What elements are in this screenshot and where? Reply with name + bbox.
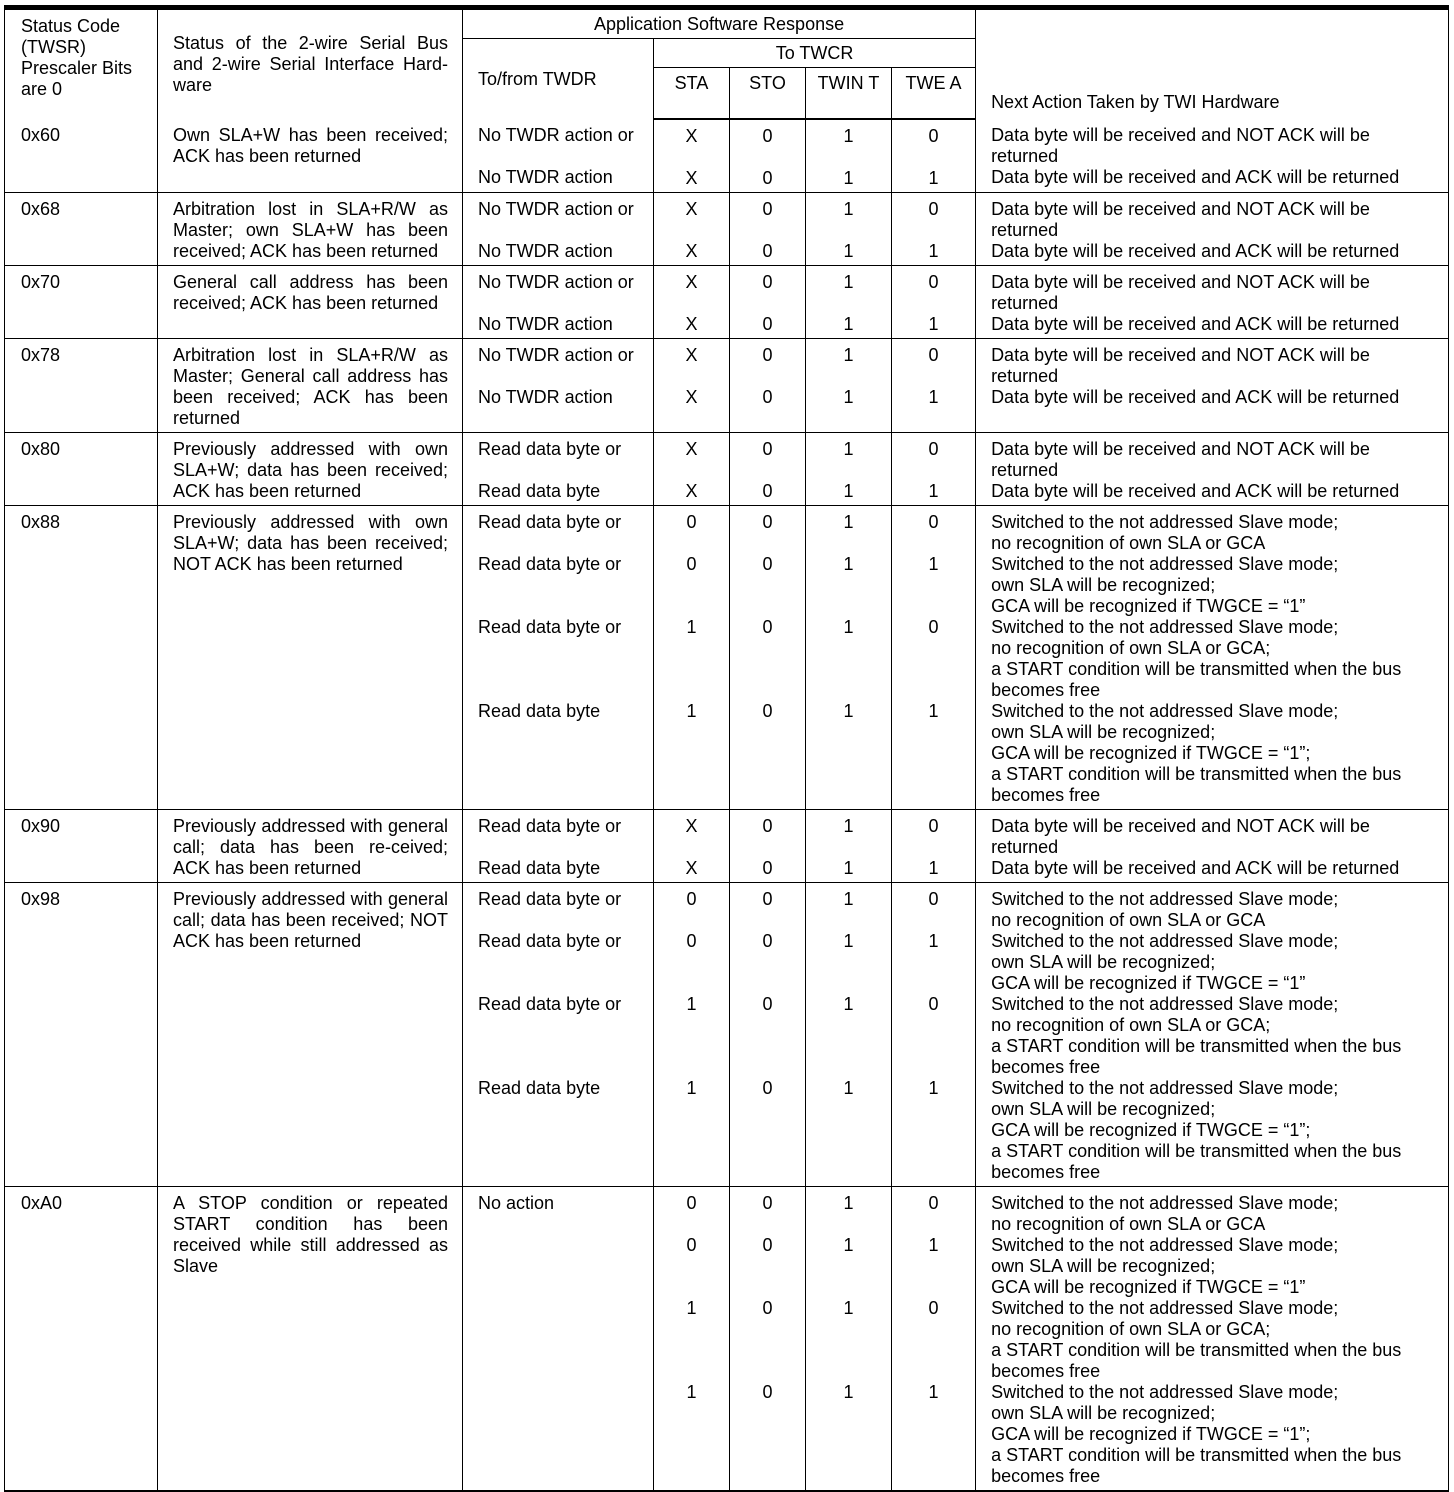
next-action-line: Switched to the not addressed Slave mode; xyxy=(991,1193,1339,1213)
next-action-line: own SLA will be recognized; xyxy=(991,1403,1216,1423)
table-row xyxy=(5,193,1449,266)
twint-value: 1 xyxy=(843,439,854,459)
next-action-line: own SLA will be recognized; xyxy=(991,722,1216,742)
next-action-line: Data byte will be received and NOT ACK will be xyxy=(991,125,1370,145)
next-action-line: GCA will be recognized if TWGCE = “1” xyxy=(991,973,1306,993)
status-description-cell: Previously addressed with general call; data has been re-ceived; ACK has been returned xyxy=(158,810,463,883)
twint-value: 1 xyxy=(843,512,854,532)
table-row xyxy=(5,119,1449,193)
sto-value: 0 xyxy=(762,241,773,261)
table-row xyxy=(5,506,1449,810)
sta-cell xyxy=(654,119,730,193)
sto-value: 0 xyxy=(762,858,773,878)
twea-value: 1 xyxy=(928,931,939,951)
twea-value: 1 xyxy=(928,554,939,574)
twint-value: 1 xyxy=(843,241,854,261)
twea-value: 0 xyxy=(928,889,939,909)
sto-value: 0 xyxy=(762,199,773,219)
table-row xyxy=(5,266,1449,339)
next-action-line: returned xyxy=(991,366,1059,386)
sto-value: 0 xyxy=(762,701,773,721)
next-action-line: no recognition of own SLA or GCA xyxy=(991,533,1266,553)
sta-value: X xyxy=(685,387,698,407)
next-action-line: returned xyxy=(991,460,1059,480)
next-action-line: own SLA will be recognized; xyxy=(991,1099,1216,1119)
table-header xyxy=(5,8,1449,120)
next-action-line: Data byte will be received and ACK will be returned xyxy=(991,858,1400,878)
twint-value: 1 xyxy=(843,617,854,637)
twint-value: 1 xyxy=(843,272,854,292)
table-row xyxy=(5,1187,1449,1492)
next-action-line: Data byte will be received and NOT ACK will be xyxy=(991,272,1370,292)
twdr-action-cell xyxy=(463,119,654,193)
twdr-action: Read data byte or xyxy=(478,512,622,532)
sta-value: X xyxy=(685,816,698,836)
status-description-cell: Arbitration lost in SLA+R/W as Master; own SLA+W has been received; ACK has been returned xyxy=(158,193,463,266)
next-action-cell xyxy=(976,433,1449,506)
status-code-cell: 0x60 xyxy=(5,119,158,193)
twdr-action xyxy=(478,1235,653,1298)
twea-value: 0 xyxy=(928,1298,939,1318)
next-action-line: Switched to the not addressed Slave mode; xyxy=(991,701,1339,721)
next-action-line: becomes free xyxy=(991,1162,1101,1182)
twdr-action: Read data byte xyxy=(478,1078,601,1098)
status-code-cell: 0xA0 xyxy=(5,1187,158,1492)
table-row xyxy=(5,810,1449,883)
sta-value: X xyxy=(685,439,698,459)
next-action-line: a START condition will be transmitted when the bus xyxy=(991,1340,1402,1360)
status-description-cell: Previously addressed with own SLA+W; data has been received; NOT ACK has been returned xyxy=(158,506,463,810)
sto-value: 0 xyxy=(762,931,773,951)
twea-value: 1 xyxy=(928,1078,939,1098)
twea-value: 1 xyxy=(928,1235,939,1255)
next-action-line: Switched to the not addressed Slave mode; xyxy=(991,617,1339,637)
status-code-cell: 0x80 xyxy=(5,433,158,506)
twea-value: 0 xyxy=(928,345,939,365)
twdr-action: Read data byte or xyxy=(478,554,622,574)
twint-value: 1 xyxy=(843,701,854,721)
twdr-action: Read data byte or xyxy=(478,931,622,951)
twdr-action: No TWDR action xyxy=(478,241,613,261)
sta-cell xyxy=(654,266,730,339)
twea-cell xyxy=(892,119,976,193)
header-twea: TWE A xyxy=(892,68,976,120)
sto-value: 0 xyxy=(762,345,773,365)
twdr-action: Read data byte or xyxy=(478,889,622,909)
next-action-line: becomes free xyxy=(991,1466,1101,1486)
next-action-line: no recognition of own SLA or GCA; xyxy=(991,638,1271,658)
twea-value: 0 xyxy=(928,816,939,836)
sta-value: 0 xyxy=(686,1235,697,1255)
status-description-cell: Own SLA+W has been received; ACK has been returned xyxy=(158,119,463,193)
status-code-cell: 0x78 xyxy=(5,339,158,433)
next-action-line: Switched to the not addressed Slave mode; xyxy=(991,1298,1339,1318)
table-row xyxy=(5,339,1449,433)
sta-value: 0 xyxy=(686,1193,697,1213)
sto-cell xyxy=(730,433,806,506)
sta-value: 0 xyxy=(686,512,697,532)
sta-cell xyxy=(654,810,730,883)
sto-cell xyxy=(730,506,806,810)
next-action-line: GCA will be recognized if TWGCE = “1”; xyxy=(991,743,1311,763)
next-action-line: GCA will be recognized if TWGCE = “1” xyxy=(991,1277,1306,1297)
next-action-line: returned xyxy=(991,293,1059,313)
next-action-line: Data byte will be received and NOT ACK will be xyxy=(991,439,1370,459)
sto-value: 0 xyxy=(762,1193,773,1213)
next-action-cell xyxy=(976,1187,1449,1492)
sta-value: X xyxy=(685,168,698,188)
next-action-line: Data byte will be received and ACK will be returned xyxy=(991,167,1400,187)
twint-value: 1 xyxy=(843,1298,854,1318)
next-action-line: Switched to the not addressed Slave mode; xyxy=(991,1235,1339,1255)
next-action-cell xyxy=(976,506,1449,810)
next-action-line: a START condition will be transmitted when the bus xyxy=(991,764,1402,784)
status-description-cell: General call address has been received; ACK has been returned xyxy=(158,266,463,339)
twdr-action: Read data byte xyxy=(478,858,601,878)
next-action-line: returned xyxy=(991,146,1059,166)
next-action-line: Data byte will be received and ACK will be returned xyxy=(991,241,1400,261)
next-action-cell xyxy=(976,193,1449,266)
header-to-twcr: To TWCR xyxy=(654,39,976,68)
next-action-line: Data byte will be received and ACK will be returned xyxy=(991,481,1400,501)
twea-cell xyxy=(892,1187,976,1492)
sta-cell xyxy=(654,193,730,266)
twint-value: 1 xyxy=(843,168,854,188)
next-action-line: Switched to the not addressed Slave mode; xyxy=(991,1078,1339,1098)
sta-value: X xyxy=(685,345,698,365)
header-sto: STO xyxy=(730,68,806,120)
twea-value: 0 xyxy=(928,439,939,459)
twint-cell xyxy=(806,339,892,433)
twea-cell xyxy=(892,506,976,810)
twdr-action: Read data byte or xyxy=(478,994,622,1014)
sto-value: 0 xyxy=(762,481,773,501)
next-action-line: a START condition will be transmitted when the bus xyxy=(991,1141,1402,1161)
sta-value: 0 xyxy=(686,889,697,909)
sto-value: 0 xyxy=(762,314,773,334)
next-action-line: Switched to the not addressed Slave mode; xyxy=(991,1382,1339,1402)
twdr-action: Read data byte or xyxy=(478,816,622,836)
next-action-line: GCA will be recognized if TWGCE = “1”; xyxy=(991,1424,1311,1444)
twdr-action: Read data byte xyxy=(478,701,601,721)
twdr-action-cell xyxy=(463,193,654,266)
twint-value: 1 xyxy=(843,1193,854,1213)
sta-value: X xyxy=(685,314,698,334)
twea-value: 0 xyxy=(928,512,939,532)
twdr-action: No TWDR action or xyxy=(478,272,634,292)
next-action-line: becomes free xyxy=(991,680,1101,700)
twint-cell xyxy=(806,1187,892,1492)
next-action-line: no recognition of own SLA or GCA; xyxy=(991,1015,1271,1035)
next-action-line: no recognition of own SLA or GCA; xyxy=(991,1319,1271,1339)
sto-value: 0 xyxy=(762,816,773,836)
sto-value: 0 xyxy=(762,126,773,146)
sto-value: 0 xyxy=(762,1298,773,1318)
status-description-cell: Previously addressed with general call; data has been received; NOT ACK has been returned xyxy=(158,883,463,1187)
sto-cell xyxy=(730,266,806,339)
next-action-line: Data byte will be received and NOT ACK will be xyxy=(991,345,1370,365)
twint-value: 1 xyxy=(843,858,854,878)
twdr-action-cell xyxy=(463,266,654,339)
twint-value: 1 xyxy=(843,199,854,219)
next-action-line: a START condition will be transmitted when the bus xyxy=(991,1445,1402,1465)
next-action-cell xyxy=(976,883,1449,1187)
sta-value: 1 xyxy=(686,1078,697,1098)
sto-value: 0 xyxy=(762,554,773,574)
table-row xyxy=(5,433,1449,506)
twdr-action-cell xyxy=(463,339,654,433)
twint-cell xyxy=(806,266,892,339)
twdr-action: No TWDR action xyxy=(478,314,613,334)
twdr-action: Read data byte or xyxy=(478,617,622,637)
twea-value: 1 xyxy=(928,701,939,721)
twea-value: 1 xyxy=(928,168,939,188)
twint-value: 1 xyxy=(843,314,854,334)
sta-cell xyxy=(654,883,730,1187)
twint-value: 1 xyxy=(843,994,854,1014)
status-code-cell: 0x90 xyxy=(5,810,158,883)
sto-cell xyxy=(730,810,806,883)
next-action-line: own SLA will be recognized; xyxy=(991,575,1216,595)
sta-value: 1 xyxy=(686,617,697,637)
twint-cell xyxy=(806,193,892,266)
status-code-cell: 0x98 xyxy=(5,883,158,1187)
next-action-line: becomes free xyxy=(991,1057,1101,1077)
sta-value: X xyxy=(685,272,698,292)
sta-value: X xyxy=(685,858,698,878)
sto-value: 0 xyxy=(762,439,773,459)
twea-value: 0 xyxy=(928,272,939,292)
twdr-action: No TWDR action or xyxy=(478,125,634,145)
twdr-action xyxy=(478,1298,653,1382)
twdr-action: No TWDR action or xyxy=(478,199,634,219)
status-code-cell: 0x88 xyxy=(5,506,158,810)
table-body xyxy=(5,119,1449,1491)
next-action-line: returned xyxy=(991,220,1059,240)
status-description-cell: Arbitration lost in SLA+R/W as Master; General call address has been received; ACK has been returned xyxy=(158,339,463,433)
twdr-action: No action xyxy=(478,1193,555,1213)
sto-cell xyxy=(730,193,806,266)
twea-value: 0 xyxy=(928,199,939,219)
sto-value: 0 xyxy=(762,272,773,292)
next-action-line: Data byte will be received and NOT ACK will be xyxy=(991,199,1370,219)
sto-cell xyxy=(730,1187,806,1492)
next-action-line: GCA will be recognized if TWGCE = “1”; xyxy=(991,1120,1311,1140)
next-action-line: own SLA will be recognized; xyxy=(991,952,1216,972)
twea-cell xyxy=(892,339,976,433)
twea-value: 0 xyxy=(928,994,939,1014)
sta-cell xyxy=(654,1187,730,1492)
next-action-line: Switched to the not addressed Slave mode; xyxy=(991,931,1339,951)
twint-value: 1 xyxy=(843,1382,854,1402)
twea-cell xyxy=(892,193,976,266)
sta-value: 0 xyxy=(686,931,697,951)
twint-value: 1 xyxy=(843,1235,854,1255)
twea-value: 0 xyxy=(928,1193,939,1213)
twdr-action-cell xyxy=(463,1187,654,1492)
twea-cell xyxy=(892,266,976,339)
sta-value: X xyxy=(685,481,698,501)
next-action-line: GCA will be recognized if TWGCE = “1” xyxy=(991,596,1306,616)
twint-value: 1 xyxy=(843,554,854,574)
twdr-action: No TWDR action xyxy=(478,387,613,407)
next-action-line: a START condition will be transmitted when the bus xyxy=(991,1036,1402,1056)
header-status-description: Status of the 2-wire Serial Bus and 2-wire Serial Interface Hard-ware xyxy=(158,8,463,120)
status-description-cell: Previously addressed with own SLA+W; data has been received; ACK has been returned xyxy=(158,433,463,506)
sto-cell xyxy=(730,883,806,1187)
next-action-cell xyxy=(976,266,1449,339)
next-action-line: Switched to the not addressed Slave mode; xyxy=(991,994,1339,1014)
header-status-code: Status Code (TWSR) Prescaler Bits are 0 xyxy=(5,8,158,120)
twint-cell xyxy=(806,433,892,506)
twea-value: 1 xyxy=(928,241,939,261)
twint-value: 1 xyxy=(843,816,854,836)
sta-cell xyxy=(654,433,730,506)
next-action-line: Data byte will be received and NOT ACK will be xyxy=(991,816,1370,836)
status-code-cell: 0x70 xyxy=(5,266,158,339)
next-action-cell xyxy=(976,810,1449,883)
next-action-line: Data byte will be received and ACK will be returned xyxy=(991,314,1400,334)
sto-value: 0 xyxy=(762,1235,773,1255)
twdr-action-cell xyxy=(463,810,654,883)
twint-cell xyxy=(806,506,892,810)
twint-value: 1 xyxy=(843,931,854,951)
twdr-action-cell xyxy=(463,883,654,1187)
next-action-line: returned xyxy=(991,837,1059,857)
twint-value: 1 xyxy=(843,481,854,501)
twea-cell xyxy=(892,810,976,883)
twea-cell xyxy=(892,883,976,1187)
sto-value: 0 xyxy=(762,512,773,532)
table-row xyxy=(5,883,1449,1187)
next-action-line: no recognition of own SLA or GCA xyxy=(991,910,1266,930)
twdr-action-cell xyxy=(463,506,654,810)
twea-value: 1 xyxy=(928,858,939,878)
next-action-cell xyxy=(976,339,1449,433)
twint-value: 1 xyxy=(843,345,854,365)
next-action-line: becomes free xyxy=(991,1361,1101,1381)
sta-value: 1 xyxy=(686,1298,697,1318)
sto-value: 0 xyxy=(762,1078,773,1098)
header-to-from-twdr: To/from TWDR xyxy=(463,39,654,120)
twdr-action: Read data byte or xyxy=(478,439,622,459)
twint-cell xyxy=(806,119,892,193)
twdr-action: No TWDR action xyxy=(478,167,613,187)
sta-value: 1 xyxy=(686,1382,697,1402)
next-action-line: own SLA will be recognized; xyxy=(991,1256,1216,1276)
sta-cell xyxy=(654,339,730,433)
header-next-action: Next Action Taken by TWI Hardware xyxy=(976,8,1449,120)
sto-value: 0 xyxy=(762,994,773,1014)
twea-value: 0 xyxy=(928,617,939,637)
twea-value: 0 xyxy=(928,126,939,146)
sto-value: 0 xyxy=(762,387,773,407)
sto-value: 0 xyxy=(762,889,773,909)
next-action-line: Switched to the not addressed Slave mode; xyxy=(991,512,1339,532)
sta-value: 0 xyxy=(686,554,697,574)
next-action-line: Switched to the not addressed Slave mode; xyxy=(991,889,1339,909)
next-action-line: no recognition of own SLA or GCA xyxy=(991,1214,1266,1234)
header-twint: TWIN T xyxy=(806,68,892,120)
sta-value: X xyxy=(685,199,698,219)
next-action-line: becomes free xyxy=(991,785,1101,805)
twdr-action-cell xyxy=(463,433,654,506)
sta-value: X xyxy=(685,126,698,146)
twea-value: 1 xyxy=(928,387,939,407)
twint-value: 1 xyxy=(843,1078,854,1098)
next-action-cell xyxy=(976,119,1449,193)
twdr-action xyxy=(478,1382,653,1487)
twea-value: 1 xyxy=(928,314,939,334)
sto-cell xyxy=(730,339,806,433)
twint-value: 1 xyxy=(843,126,854,146)
sta-value: 1 xyxy=(686,994,697,1014)
sto-value: 0 xyxy=(762,617,773,637)
twdr-action: No TWDR action or xyxy=(478,345,634,365)
next-action-line: a START condition will be transmitted when the bus xyxy=(991,659,1402,679)
twint-cell xyxy=(806,810,892,883)
status-code-cell: 0x68 xyxy=(5,193,158,266)
sta-cell xyxy=(654,506,730,810)
sto-value: 0 xyxy=(762,1382,773,1402)
header-application-response: Application Software Response xyxy=(463,8,976,39)
twea-value: 1 xyxy=(928,481,939,501)
next-action-line: Data byte will be received and ACK will be returned xyxy=(991,387,1400,407)
sto-value: 0 xyxy=(762,168,773,188)
twi-status-table xyxy=(4,5,1449,1492)
sto-cell xyxy=(730,119,806,193)
header-sta: STA xyxy=(654,68,730,120)
twint-value: 1 xyxy=(843,387,854,407)
twea-cell xyxy=(892,433,976,506)
twea-value: 1 xyxy=(928,1382,939,1402)
twint-value: 1 xyxy=(843,889,854,909)
twdr-action: Read data byte xyxy=(478,481,601,501)
twint-cell xyxy=(806,883,892,1187)
next-action-line: Switched to the not addressed Slave mode; xyxy=(991,554,1339,574)
status-description-cell: A STOP condition or repeated START condition has been received while still addressed as Slave xyxy=(158,1187,463,1492)
sta-value: X xyxy=(685,241,698,261)
sta-value: 1 xyxy=(686,701,697,721)
